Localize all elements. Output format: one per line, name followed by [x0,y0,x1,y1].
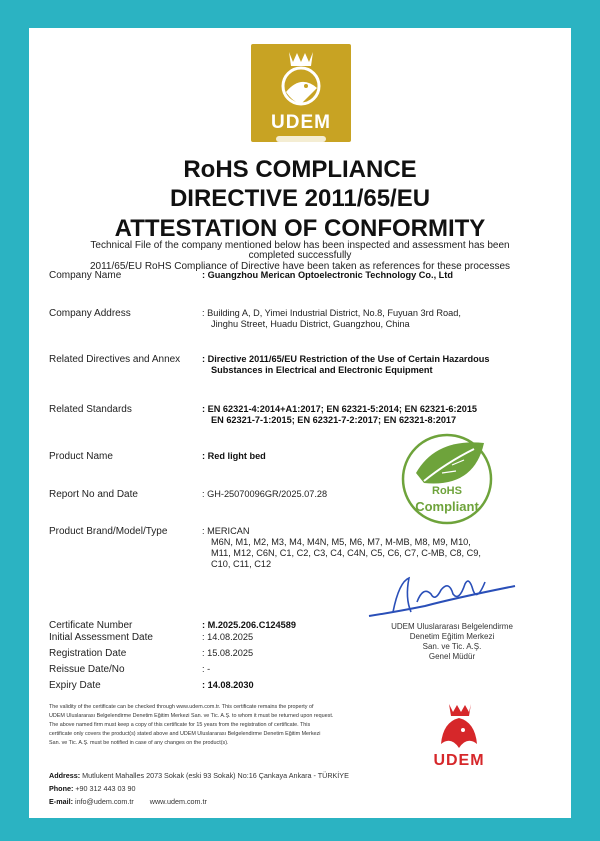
standards-value-2: EN 62321-7-1:2015; EN 62321-7-2:2017; EN 62321-8:2017 [211,415,457,425]
udem-logo [251,44,351,142]
brand-model-value-2: M6N, M1, M2, M3, M4, M4N, M5, M6, M7, M-MB, M8, M9, M10, [211,537,471,547]
report-no-value: : GH-25070096GR/2025.07.28 [202,489,328,499]
title-line-3: ATTESTATION OF CONFORMITY [114,215,486,242]
logo-ribbon [276,136,326,142]
signature-drawing [365,572,525,622]
compliant-text: Compliant [415,499,479,514]
registration-date-value: : 15.08.2025 [202,648,254,658]
expiry-label: Expiry Date [49,680,101,691]
lion-crown-icon [251,44,351,114]
logo-text: UDEM [271,112,331,133]
rohs-text: RoHS [432,485,462,497]
email-label: E-mail: [49,797,73,806]
title-line-1: RoHS COMPLIANCE [183,156,417,183]
phone-value: +90 312 443 03 90 [73,784,136,793]
company-address-label: Company Address [49,308,131,319]
intro-line-2: completed successfully [248,250,352,261]
signature-line-2: Denetim Eğitim Merkezi [409,632,495,641]
directives-value-2: Substances in Electrical and Electronic Equipment [211,365,433,375]
email-value: info@udem.com.tr [72,797,134,806]
directives-label: Related Directives and Annex [49,354,181,365]
brand-model-value-4: C10, C11, C12 [211,559,272,569]
cert-number-value: : M.2025.206.C124589 [202,620,296,630]
signature-line-1: UDEM Uluslararası Belgelendirme [391,622,513,631]
signature-line-4: Genel Müdür [428,652,476,661]
intro-line-1: Technical File of the company mentioned below has been inspected and assessment has been [90,240,510,251]
directives-value-1: : Directive 2011/65/EU Restriction of the Use of Certain Hazardous [202,354,490,364]
footer-note-1: The validity of the certificate can be checked through www.udem.com.tr. This certificate remains the property of [49,704,314,710]
reissue-label: Reissue Date/No [49,664,125,675]
rohs-compliant-badge [396,433,498,525]
company-name-value: : Guangzhou Merican Optoelectronic Technology Co., Ltd [202,270,453,280]
address-value: Mutlukent Mahalles 2073 Sokak (eski 93 Sokak) No:16 Çankaya Ankara - TÜRKİYE [80,771,349,780]
standards-value-1: : EN 62321-4:2014+A1:2017; EN 62321-5:2014; EN 62321-6:2015 [202,404,478,414]
report-no-label: Report No and Date [49,489,138,500]
brand-model-value-1: : MERICAN [202,526,250,536]
product-name-label: Product Name [49,451,113,462]
udem-red-logo [421,700,497,774]
contact-phone [49,783,136,795]
brand-model-value-3: M11, M12, C6N, C1, C2, C3, C4, C4N, C5, C6, C7, C-MB, C8, C9, [211,548,481,558]
standards-label: Related Standards [49,404,132,415]
signature-line-3: San. ve Tic. A.Ş. [422,642,482,651]
title-line-2: DIRECTIVE 2011/65/EU [169,185,431,212]
contact-email [49,796,207,808]
company-name-label: Company Name [49,270,122,281]
cert-number-label: Certificate Number [49,620,133,631]
footer-note-2: UDEM Uluslararası Belgelendirme Denetim Eğitim Merkezi San. ve Tic. A.Ş. to whom it must be returned upon request. [49,713,334,719]
footer-note-3: The above named firm must keep a copy of this certificate for 15 years from the registration of certificate. This [49,722,311,728]
expiry-value: : 14.08.2030 [202,680,254,690]
reissue-value: : - [202,664,211,674]
footer-note-4: certificate only covers the product(s) stated above and UDEM Uluslararası Belgelendirme Denetim Eğitim Merkezi [49,731,321,737]
initial-date-label: Initial Assessment Date [49,632,153,643]
brand-model-label: Product Brand/Model/Type [49,526,168,537]
company-address-value-2: Jinghu Street, Huadu District, Guangzhou, China [211,319,410,329]
company-address-value-1: : Building A, D, Yimei Industrial District, No.8, Fuyuan 3rd Road, [202,308,461,318]
red-lion-icon [421,700,497,752]
contact-address [49,770,349,782]
address-label: Address: [49,771,81,780]
phone-label: Phone: [49,784,74,793]
website-link[interactable]: www.udem.com.tr [149,797,207,806]
intro-line-3: 2011/65/EU RoHS Compliance of Directive have been taken as references for these processes [89,261,511,272]
footer-note-5: San. ve Tic. A.Ş. must be notified in case of any changes on the product(s). [49,740,229,746]
certificate-paper [29,28,571,818]
product-name-value: : Red light bed [202,451,266,461]
udem-red-text: UDEM [433,752,485,769]
initial-date-value: : 14.08.2025 [202,632,254,642]
registration-date-label: Registration Date [49,648,127,659]
